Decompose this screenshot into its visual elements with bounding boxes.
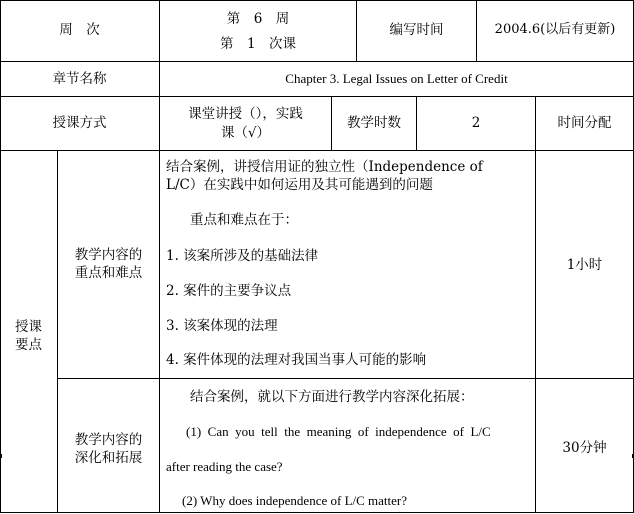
- rule: [0, 61, 634, 62]
- rule: [0, 96, 634, 97]
- block2-question1-line1: (1) Can you tell the meaning of independence of L/C: [186, 424, 491, 439]
- compiled-label: 编写时间: [389, 22, 444, 38]
- block2-question1-line2: after reading the case?: [166, 459, 283, 474]
- hours-label: 教学时数: [347, 115, 401, 131]
- section-label-line2: 要点: [15, 337, 42, 353]
- block1-intro-line1: 结合案例，讲授信用证的独立性（Independence of: [166, 159, 483, 175]
- list-item: 1. 该案所涉及的基础法律: [166, 248, 319, 264]
- section-label-line1: 授课: [15, 319, 42, 335]
- block1-label-line1: 教学内容的: [74, 247, 143, 263]
- block2-question2: (2) Why does independence of L/C matter?: [182, 493, 408, 508]
- block2-intro: 结合案例，就以下方面进行教学内容深化拓展：: [190, 389, 474, 405]
- rule: [0, 0, 634, 1]
- rule: [57, 378, 634, 379]
- method-label: 授课方式: [52, 115, 107, 131]
- method-value-line1: 课堂讲授（），实践: [188, 106, 303, 122]
- chapter-value: Chapter 3. Legal Issues on Letter of Credit: [285, 71, 508, 86]
- rule: [0, 150, 634, 151]
- week-value: 第 6 周: [226, 11, 290, 27]
- edge-tick: [0, 454, 2, 458]
- block1-intro-line2: L/C）在实践中如何运用及其可能遇到的问题: [166, 177, 433, 193]
- block2-label-line2: 深化和拓展: [74, 450, 143, 466]
- time-allocation-label: 时间分配: [557, 115, 612, 131]
- chapter-label: 章节名称: [52, 71, 107, 87]
- block2-label-line1: 教学内容的: [74, 432, 143, 448]
- block1-time: 1小时: [566, 257, 603, 273]
- block1-subheading: 重点和难点在于：: [190, 212, 298, 228]
- list-item: 4. 案件体现的法理对我国当事人可能的影响: [166, 352, 427, 368]
- block1-label-line2: 重点和难点: [74, 265, 143, 281]
- block2-time: 30分钟: [562, 440, 607, 456]
- rule: [0, 512, 634, 513]
- week-label: 周 次: [59, 22, 100, 38]
- list-item: 3. 该案体现的法理: [166, 318, 278, 334]
- compiled-value: 2004.6(以后有更新): [494, 22, 616, 37]
- lesson-value: 第 1 次课: [219, 36, 297, 52]
- list-item: 2. 案件的主要争议点: [166, 283, 292, 299]
- hours-value: 2: [471, 115, 481, 131]
- method-value-line2: 课（√）: [220, 125, 271, 141]
